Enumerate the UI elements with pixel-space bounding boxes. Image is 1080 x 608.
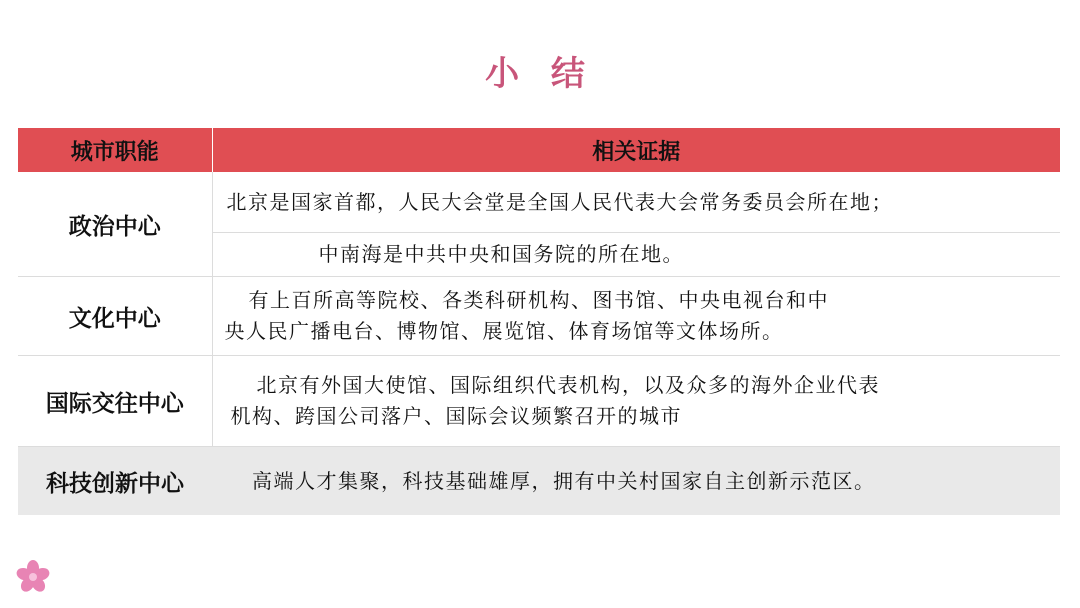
function-cell: 政治中心 — [18, 172, 212, 277]
page-title: 小 结 — [485, 54, 595, 94]
summary-table — [18, 128, 1060, 515]
evidence-cell — [212, 277, 1060, 356]
evidence-cell: 中南海是中共中央和国务院的所在地。 — [212, 233, 1060, 277]
evidence-cell: 北京是国家首都，人民大会堂是全国人民代表大会常务委员会所在地； — [212, 172, 1060, 233]
function-cell: 科技创新中心 — [18, 447, 212, 516]
evidence-line: 北京有外国大使馆、国际组织代表机构，以及众多的海外企业代表 — [256, 373, 880, 397]
evidence-line: 央人民广播电台、博物馆、展览馆、体育场馆等文体场所。 — [224, 319, 784, 343]
pink-flower-icon — [16, 560, 50, 594]
table-header-row — [18, 128, 1060, 172]
function-cell: 国际交往中心 — [18, 356, 212, 447]
table-row — [18, 447, 1060, 516]
table-row — [18, 172, 1060, 233]
evidence-cell — [212, 356, 1060, 447]
evidence-cell: 高端人才集聚，科技基础雄厚，拥有中关村国家自主创新示范区。 — [212, 447, 1060, 516]
table-row — [18, 277, 1060, 356]
header-evidence: 相关证据 — [212, 128, 1060, 172]
header-city-function: 城市职能 — [18, 128, 212, 172]
table-row — [18, 356, 1060, 447]
evidence-line: 机构、跨国公司落户、国际会议频繁召开的城市 — [230, 404, 682, 428]
evidence-line: 有上百所高等院校、各类科研机构、图书馆、中央电视台和中 — [248, 288, 829, 312]
function-cell: 文化中心 — [18, 277, 212, 356]
